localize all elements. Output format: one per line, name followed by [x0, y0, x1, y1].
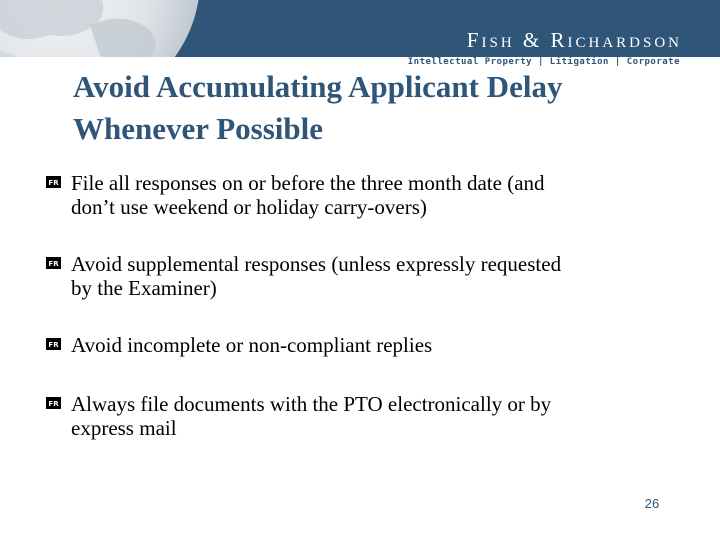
bullet-line: express mail [71, 416, 177, 440]
bullet-line: Always file documents with the PTO electronically or by [71, 392, 552, 416]
header-banner [0, 0, 720, 57]
bullet-line: Avoid incomplete or non-compliant replies [71, 333, 433, 357]
slide-title [73, 66, 673, 150]
bullet-text [71, 252, 646, 300]
fr-logo-icon [46, 176, 61, 188]
fr-logo-icon [46, 257, 61, 269]
slide-title-line2: Whenever Possible [73, 111, 323, 146]
svg-text:FR: FR [48, 341, 59, 349]
bullet-text [71, 333, 646, 357]
svg-text:FR: FR [48, 400, 59, 408]
fr-logo-icon [46, 397, 61, 409]
bullet-line: File all responses on or before the three month date (and [71, 171, 545, 195]
firm-name: Fish & Richardson [466, 28, 682, 52]
svg-text:FR: FR [48, 179, 59, 187]
globe-image [0, 0, 200, 57]
page-number: 26 [644, 496, 660, 511]
bullet-text [71, 392, 646, 440]
bullet-line: don’t use weekend or holiday carry-overs) [71, 195, 427, 219]
slide-title-line1: Avoid Accumulating Applicant Delay [73, 69, 563, 104]
fr-logo-icon [46, 338, 61, 350]
bullet-line: Avoid supplemental responses (unless expressly requested [71, 252, 562, 276]
bullet-line: by the Examiner) [71, 276, 217, 300]
bullet-text [71, 171, 646, 219]
firm-tagline: Intellectual Property | Litigation | Corporate [407, 57, 680, 67]
svg-text:FR: FR [48, 260, 59, 268]
